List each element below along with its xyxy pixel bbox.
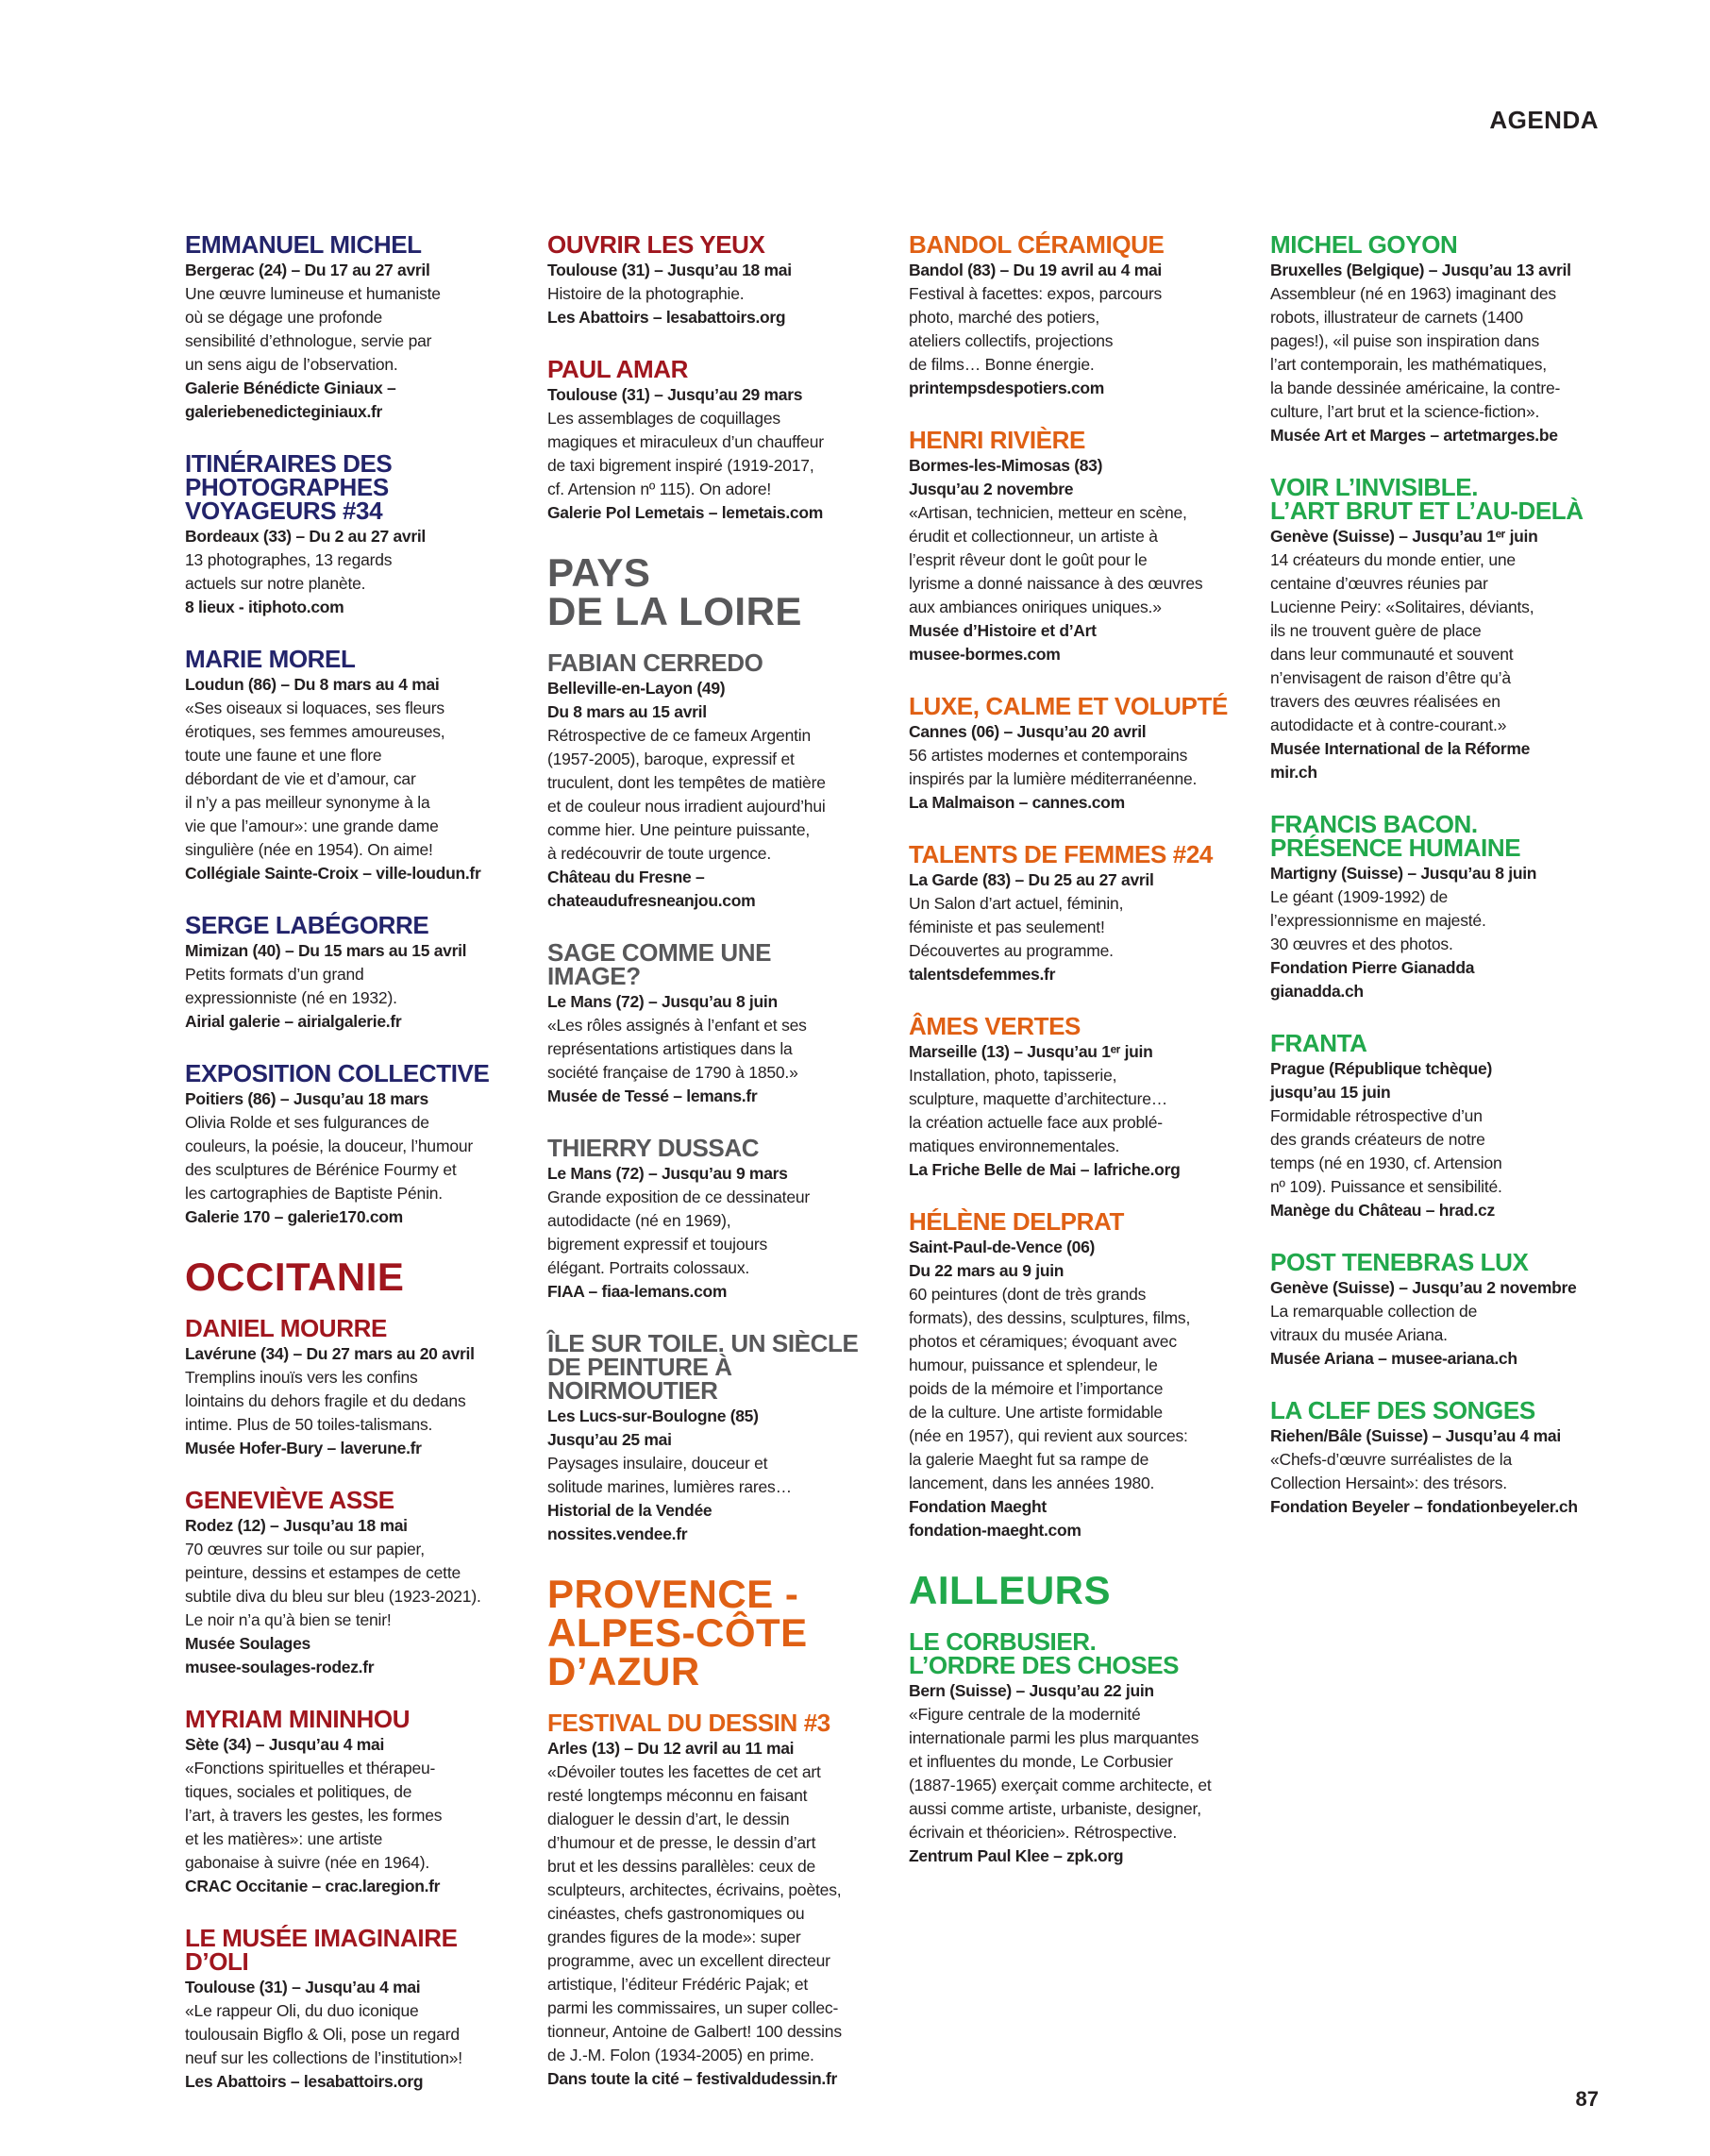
entry-venue: Fondation Beyeler – fondationbeyeler.ch	[1270, 1497, 1578, 1516]
agenda-entry	[185, 911, 508, 1034]
entry-venue: Musée de Tessé – lemans.fr	[547, 1086, 758, 1105]
entry-meta: Bern (Suisse) – Jusqu’au 22 juin	[909, 1681, 1154, 1700]
entry-title: ITINÉRAIRES DES PHOTOGRAPHES VOYAGEURS #34	[185, 449, 393, 525]
agenda-entry	[909, 840, 1232, 986]
entry-description: Les assemblages de coquillages magiques et miraculeux d’un chauffeur de taxi bigrement inspiré (1919-2017, cf. Artension nº 115). On adore!	[547, 409, 824, 498]
entry-description: «Le rappeur Oli, du duo iconique toulousain Bigflo & Oli, pose un regard neuf sur les collections de l’institution»!	[185, 2001, 462, 2067]
region-heading: AILLEURS	[909, 1568, 1111, 1612]
entry-title: LA CLEF DES SONGES	[1270, 1396, 1535, 1424]
entry-venue: Galerie 170 – galerie170.com	[185, 1207, 403, 1226]
entry-description: Olivia Rolde et ses fulgurances de couleurs, la poésie, la douceur, l’humour des sculptures de Bérénice Fourmy et les cartographies de Baptiste Pénin.	[185, 1113, 474, 1203]
entry-description: «Fonctions spirituelles et thérapeu- tiques, sociales et politiques, de l’art, à travers les gestes, les formes et les matières»: une artiste gabonaise à suivre (née en 1964).	[185, 1759, 443, 1872]
entry-meta: Martigny (Suisse) – Jusqu’au 8 juin	[1270, 864, 1537, 883]
entry-venue: Fondation Pierre Gianadda gianadda.ch	[1270, 958, 1475, 1001]
entry-venue: Musée Art et Marges – artetmarges.be	[1270, 426, 1558, 445]
entry-meta: Prague (République tchèque) jusqu’au 15 juin	[1270, 1059, 1492, 1102]
entry-venue: printempsdespotiers.com	[909, 379, 1105, 397]
entry-venue: Dans toute la cité – festivaldudessin.fr	[547, 2069, 837, 2088]
agenda-entry	[547, 1134, 870, 1304]
entry-venue: Musée International de la Réforme mir.ch	[1270, 739, 1531, 782]
agenda-entry	[185, 230, 508, 424]
entry-venue: CRAC Occitanie – crac.laregion.fr	[185, 1877, 441, 1895]
entry-meta: Bordeaux (33) – Du 2 au 27 avril	[185, 527, 426, 546]
agenda-entry	[185, 1705, 508, 1898]
entry-title: POST TENEBRAS LUX	[1270, 1248, 1529, 1276]
entry-meta: Loudun (86) – Du 8 mars au 4 mai	[185, 675, 440, 694]
entry-description: «Ses oiseaux si loquaces, ses fleurs érotiques, ses femmes amoureuses, toute une faune et une flore débordant de vie et d’amour, car il n’y a pas meilleur synonyme à la vie que l’amour»: une grande dame singulière (née en 1954). On aime!	[185, 699, 445, 859]
agenda-entry	[185, 1314, 508, 1460]
entry-venue: Les Abattoirs – lesabattoirs.org	[547, 308, 786, 327]
entry-title: FRANTA	[1270, 1029, 1367, 1057]
region-block	[547, 1572, 870, 1693]
agenda-entry	[909, 1012, 1232, 1182]
entry-venue: La Malmaison – cannes.com	[909, 793, 1125, 812]
entry-meta: La Garde (83) – Du 25 au 27 avril	[909, 870, 1154, 889]
entry-description: 56 artistes modernes et contemporains inspirés par la lumière méditerranéenne.	[909, 746, 1198, 788]
entry-description: Petits formats d’un grand expressionniste (né en 1932).	[185, 965, 397, 1007]
entry-title: FRANCIS BACON. PRÉSENCE HUMAINE	[1270, 810, 1521, 862]
entry-description: Formidable rétrospective d’un des grands créateurs de notre temps (né en 1930, cf. Artension nº 109). Puissance et sensibilité.	[1270, 1106, 1502, 1196]
agenda-entry	[185, 1486, 508, 1679]
entry-meta: Les Lucs-sur-Boulogne (85) Jusqu’au 25 mai	[547, 1406, 759, 1449]
entry-meta: Bruxelles (Belgique) – Jusqu’au 13 avril	[1270, 261, 1571, 279]
agenda-entry	[547, 1711, 870, 2091]
entry-title: DANIEL MOURRE	[185, 1314, 387, 1342]
entry-description: «Les rôles assignés à l’enfant et ses représentations artistiques dans la société française de 1790 à 1850.»	[547, 1016, 807, 1082]
entry-meta: Sète (34) – Jusqu’au 4 mai	[185, 1735, 385, 1754]
entry-title: VOIR L’INVISIBLE. L’ART BRUT ET L’AU-DELÀ	[1270, 473, 1584, 525]
entry-venue: Musée Hofer-Bury – laverune.fr	[185, 1439, 422, 1457]
entry-meta: Toulouse (31) – Jusqu’au 29 mars	[547, 385, 803, 404]
entry-title: HÉLÈNE DELPRAT	[909, 1207, 1124, 1236]
entry-title: EMMANUEL MICHEL	[185, 230, 422, 259]
region-heading: PAYS DE LA LOIRE	[547, 550, 802, 633]
entry-venue: La Friche Belle de Mai – lafriche.org	[909, 1160, 1181, 1179]
entry-description: Paysages insulaire, douceur et solitude marines, lumières rares…	[547, 1454, 792, 1496]
agenda-entry	[1270, 1396, 1610, 1519]
entry-venue: Musée d’Histoire et d’Art musee-bormes.com	[909, 621, 1097, 664]
region-heading: PROVENCE - ALPES-CÔTE D’AZUR	[547, 1572, 808, 1693]
agenda-entry	[909, 230, 1232, 400]
entry-meta: Poitiers (86) – Jusqu’au 18 mars	[185, 1089, 428, 1108]
entry-title: BANDOL CÉRAMIQUE	[909, 230, 1165, 259]
region-heading: OCCITANIE	[185, 1255, 405, 1299]
entry-description: Histoire de la photographie.	[547, 284, 745, 303]
region-block	[547, 550, 870, 633]
entry-venue: Historial de la Vendée nossites.vendee.fr	[547, 1501, 712, 1543]
entry-description: 13 photographes, 13 regards actuels sur notre planète.	[185, 550, 393, 593]
entry-meta: Saint-Paul-de-Vence (06) Du 22 mars au 9 juin	[909, 1238, 1096, 1280]
entry-description: Un Salon d’art actuel, féminin, féministe et pas seulement! Découvertes au programme.	[909, 894, 1124, 960]
section-tag: AGENDA	[1489, 106, 1599, 134]
entry-description: 60 peintures (dont de très grands formats), des dessins, sculptures, films, photos et céramiques; évoquant avec humour, puissance et splendeur, le poids de la mémoire et l’importance de la culture. Une artiste formidable (née en 1957), qui revient aux sources: la galerie Maeght fut sa rampe de lancement, dans les années 1980.	[909, 1285, 1191, 1492]
entry-meta: Toulouse (31) – Jusqu’au 18 mai	[547, 261, 792, 279]
entry-title: ÂMES VERTES	[909, 1012, 1081, 1040]
entry-meta: Genève (Suisse) – Jusqu’au 1ᵉʳ juin	[1270, 527, 1538, 546]
entry-description: 14 créateurs du monde entier, une centaine d’œuvres réunies par Lucienne Peiry: «Solitaires, déviants, ils ne trouvent guère de place dans leur communauté et souvent n’envisagent de raison d’être qu’à travers des œuvres réalisées en autodidacte et à contre-courant.»	[1270, 550, 1534, 734]
entry-title: SERGE LABÉGORRE	[185, 911, 429, 939]
agenda-entry	[1270, 810, 1610, 1003]
entry-description: «Figure centrale de la modernité internationale parmi les plus marquantes et influentes du monde, Le Corbusier (1887-1965) exerçait comme architecte, et aussi comme artiste, urbaniste, designer, écrivain et théoricien». Rétrospective.	[909, 1705, 1212, 1842]
entry-venue: Collégiale Sainte-Croix – ville-loudun.fr	[185, 864, 481, 883]
entry-meta: Cannes (06) – Jusqu’au 20 avril	[909, 722, 1147, 741]
entry-meta: Toulouse (31) – Jusqu’au 4 mai	[185, 1978, 421, 1996]
agenda-entry	[547, 355, 870, 525]
entry-meta: Rodez (12) – Jusqu’au 18 mai	[185, 1516, 408, 1535]
entry-venue: talentsdefemmes.fr	[909, 965, 1056, 984]
agenda-entry	[547, 648, 870, 913]
region-block	[909, 1568, 1232, 1612]
entry-description: 70 œuvres sur toile ou sur papier, peinture, dessins et estampes de cette subtile diva du bleu sur bleu (1923-2021). Le noir n’a qu’à bien se tenir!	[185, 1540, 481, 1629]
entry-meta: Bormes-les-Mimosas (83) Jusqu’au 2 novembre	[909, 456, 1103, 498]
entry-title: MICHEL GOYON	[1270, 230, 1458, 259]
entry-venue: Airial galerie – airialgalerie.fr	[185, 1012, 402, 1031]
entry-description: «Artisan, technicien, metteur en scène, érudit et collectionneur, un artiste à l’esprit rêveur dont le goût pour le lyrisme a donné naissance à des œuvres aux ambiances oniriques uniques.»	[909, 503, 1203, 616]
entry-title: LE CORBUSIER. L’ORDRE DES CHOSES	[909, 1627, 1180, 1679]
page-number: 87	[1575, 2087, 1599, 2111]
agenda-column-4	[1270, 230, 1610, 1547]
entry-description: Le géant (1909-1992) de l’expressionnisme en majesté. 30 œuvres et des photos.	[1270, 887, 1486, 953]
entry-description: Installation, photo, tapisserie, sculpture, maquette d’architecture… la création actuelle face aux problé- matiques environnementales.	[909, 1066, 1168, 1155]
agenda-column-3	[909, 230, 1232, 1896]
agenda-entry	[185, 1059, 508, 1229]
entry-title: HENRI RIVIÈRE	[909, 426, 1085, 454]
agenda-entry	[547, 230, 870, 329]
entry-description: «Chefs-d’œuvre surréalistes de la Collection Hersaint»: des trésors.	[1270, 1450, 1513, 1492]
entry-venue: Les Abattoirs – lesabattoirs.org	[185, 2072, 424, 2091]
agenda-entry	[547, 938, 870, 1108]
entry-description: La remarquable collection de vitraux du musée Ariana.	[1270, 1302, 1478, 1344]
entry-title: GENEVIÈVE ASSE	[185, 1486, 394, 1514]
entry-meta: Le Mans (72) – Jusqu’au 9 mars	[547, 1164, 788, 1183]
entry-title: OUVRIR LES YEUX	[547, 230, 765, 259]
entry-venue: Château du Fresne – chateaudufresneanjou.com	[547, 867, 756, 910]
entry-meta: Le Mans (72) – Jusqu’au 8 juin	[547, 992, 778, 1011]
entry-title: PAUL AMAR	[547, 355, 689, 383]
entry-title: THIERRY DUSSAC	[547, 1134, 760, 1162]
entry-title: EXPOSITION COLLECTIVE	[185, 1059, 490, 1087]
entry-meta: Mimizan (40) – Du 15 mars au 15 avril	[185, 941, 467, 960]
entry-title: MYRIAM MININHOU	[185, 1705, 411, 1733]
agenda-entry	[185, 1924, 508, 2094]
agenda-entry	[185, 645, 508, 885]
entry-venue: FIAA – fiaa-lemans.com	[547, 1282, 728, 1301]
entry-venue: Musée Soulages musee-soulages-rodez.fr	[185, 1634, 375, 1676]
entry-title: FABIAN CERREDO	[547, 648, 763, 677]
entry-description: Rétrospective de ce fameux Argentin (1957-2005), baroque, expressif et truculent, dont les tempêtes de matière et de couleur nous irradient aujourd’hui comme hier. Une peinture puissante, à redécouvrir de toute urgence.	[547, 726, 826, 863]
entry-venue: Fondation Maeght fondation-maeght.com	[909, 1497, 1081, 1540]
agenda-entry	[909, 1627, 1232, 1868]
agenda-column-1	[185, 230, 508, 2122]
agenda-entry	[185, 449, 508, 619]
entry-venue: Manège du Château – hrad.cz	[1270, 1201, 1495, 1220]
entry-venue: Galerie Bénédicte Giniaux – galeriebenedicteginiaux.fr	[185, 379, 396, 421]
entry-meta: Bandol (83) – Du 19 avril au 4 mai	[909, 261, 1162, 279]
entry-meta: Marseille (13) – Jusqu’au 1ᵉʳ juin	[909, 1042, 1153, 1061]
entry-meta: Arles (13) – Du 12 avril au 11 mai	[547, 1739, 795, 1758]
entry-venue: Zentrum Paul Klee – zpk.org	[909, 1846, 1124, 1865]
entry-meta: Genève (Suisse) – Jusqu’au 2 novembre	[1270, 1278, 1577, 1297]
agenda-entry	[1270, 230, 1610, 447]
entry-title: LUXE, CALME ET VOLUPTÉ	[909, 692, 1228, 720]
entry-venue: Galerie Pol Lemetais – lemetais.com	[547, 503, 824, 522]
entry-venue: Musée Ariana – musee-ariana.ch	[1270, 1349, 1517, 1368]
entry-meta: Bergerac (24) – Du 17 au 27 avril	[185, 261, 430, 279]
entry-title: FESTIVAL DU DESSIN #3	[547, 1709, 830, 1737]
agenda-entry	[909, 692, 1232, 815]
agenda-entry	[909, 1207, 1232, 1542]
agenda-entry	[547, 1329, 870, 1546]
agenda-entry	[1270, 1248, 1610, 1371]
entry-description: «Dévoiler toutes les facettes de cet art resté longtemps méconnu en faisant dialoguer le dessin d’art, le dessin d’humour et de presse, le dessin d’art brut et les dessins parallèles: ceux de sculpteurs, architectes, écrivains, poètes, cinéastes, chefs gastronomiques ou grandes figures de la mode»: super programme, avec un excellent directeur artistique, l’éditeur Frédéric Pajak; et parmi les commissaires, un super collec- tionneur, Antoine de Galbert! 100 dessins de J.-M. Folon (1934-2005) en prime.	[547, 1762, 842, 2064]
entry-description: Assembleur (né en 1963) imaginant des robots, illustrateur de carnets (1400 pages!), «il puise son inspiration dans l’art contemporain, les mathématiques, la bande dessinée américaine, la contre- culture, l’art brut et la science-fiction».	[1270, 284, 1561, 421]
region-block	[185, 1255, 508, 1299]
entry-description: Une œuvre lumineuse et humaniste où se dégage une profonde sensibilité d’ethnologue, servie par un sens aigu de l’observation.	[185, 284, 441, 374]
entry-title: ÎLE SUR TOILE. UN SIÈCLE DE PEINTURE À NOIRMOUTIER	[547, 1329, 859, 1405]
agenda-column-2	[547, 230, 870, 2119]
entry-venue: 8 lieux - itiphoto.com	[185, 598, 344, 616]
entry-description: Grande exposition de ce dessinateur autodidacte (né en 1969), bigrement expressif et toujours élégant. Portraits colossaux.	[547, 1187, 811, 1277]
entry-meta: Riehen/Bâle (Suisse) – Jusqu’au 4 mai	[1270, 1426, 1561, 1445]
agenda-entry	[1270, 473, 1610, 784]
entry-meta: Belleville-en-Layon (49) Du 8 mars au 15 avril	[547, 679, 726, 721]
entry-title: LE MUSÉE IMAGINAIRE D’OLI	[185, 1924, 458, 1976]
entry-title: TALENTS DE FEMMES #24	[909, 840, 1213, 868]
entry-title: MARIE MOREL	[185, 645, 356, 673]
entry-title: SAGE COMME UNE IMAGE?	[547, 938, 772, 990]
entry-description: Festival à facettes: expos, parcours photo, marché des potiers, ateliers collectifs, projections de films… Bonne énergie.	[909, 284, 1163, 374]
entry-description: Tremplins inouïs vers les confins lointains du dehors fragile et du dedans intime. Plus de 50 toiles-talismans.	[185, 1368, 466, 1434]
agenda-entry	[1270, 1029, 1610, 1222]
entry-meta: Lavérune (34) – Du 27 mars au 20 avril	[185, 1344, 475, 1363]
agenda-entry	[909, 426, 1232, 666]
